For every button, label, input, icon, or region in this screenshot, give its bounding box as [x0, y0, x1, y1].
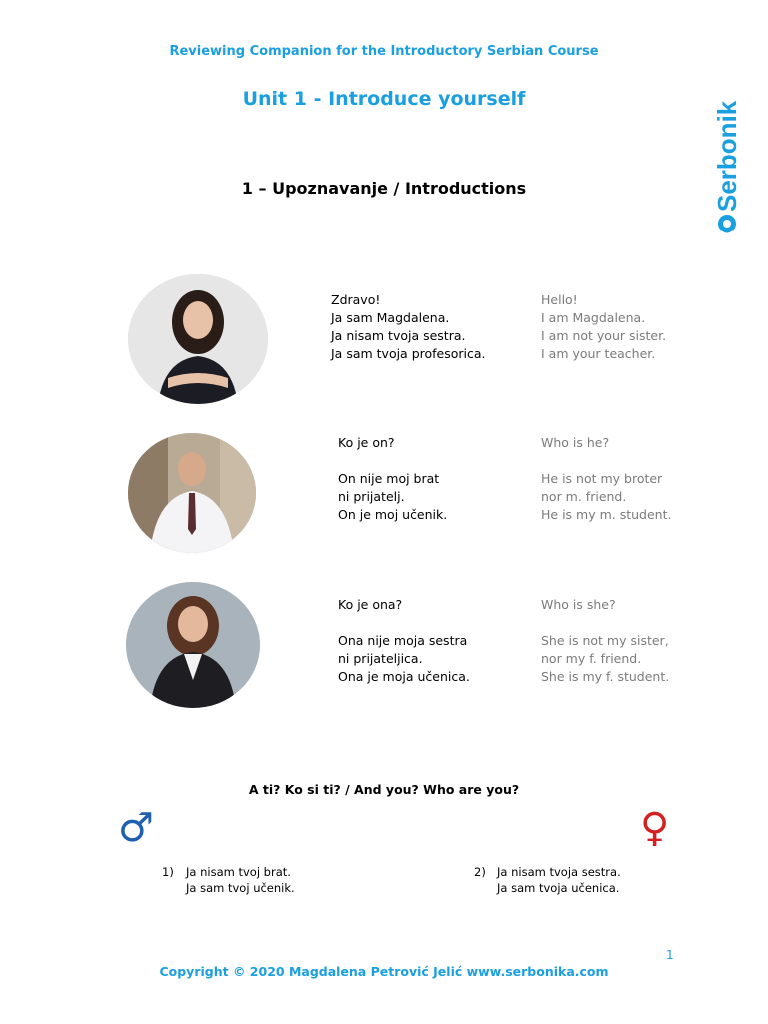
dialogue-line: On nije moj brat	[338, 471, 440, 486]
dialogue-1-serbian	[331, 291, 486, 363]
dialogue-2-serbian	[338, 434, 447, 524]
dialogue-line: ni prijatelj.	[338, 489, 405, 504]
translation-line: He is my m. student.	[541, 507, 672, 522]
translation-line: I am not your sister.	[541, 328, 667, 343]
prompt-question: A ti? Ko si ti? / And you? Who are you?	[248, 782, 520, 797]
dialogue-line: Ja sam tvoja profesorica.	[331, 346, 486, 361]
answer-2-number: 2)	[474, 865, 486, 879]
dialogue-line: Zdravo!	[331, 292, 381, 307]
translation-line: nor my f. friend.	[541, 651, 642, 666]
answer-1	[186, 864, 295, 896]
teacher-photo	[128, 274, 268, 404]
translation-line	[541, 452, 671, 470]
translation-line: She is my f. student.	[541, 669, 670, 684]
answer-1-number: 1)	[162, 865, 174, 879]
answer-line: Ja nisam tvoj brat.	[186, 865, 291, 879]
translation-line: I am your teacher.	[541, 346, 656, 361]
logo-text: Serbonika	[712, 100, 742, 212]
serbonika-logo	[712, 100, 746, 240]
dialogue-3-serbian	[338, 596, 470, 686]
answer-line: Ja sam tvoja učenica.	[497, 881, 620, 895]
dialogue-line: Ona je moja učenica.	[338, 669, 470, 684]
answer-line: Ja nisam tvoja sestra.	[497, 865, 621, 879]
male-student-photo	[128, 433, 256, 553]
dialogue-2-english	[541, 434, 671, 524]
unit-title: Unit 1 - Introduce yourself	[242, 88, 526, 110]
page-number: 1	[666, 948, 674, 962]
course-title: Reviewing Companion for the Introductory Serbian Course	[169, 44, 599, 59]
translation-line: Who is she?	[541, 597, 616, 612]
translation-line: He is not my broter	[541, 471, 663, 486]
dialogue-line: Ko je ona?	[338, 597, 403, 612]
dialogue-line: ni prijateljica.	[338, 651, 423, 666]
dialogue-line	[338, 452, 447, 470]
translation-line: Hello!	[541, 292, 578, 307]
dialogue-line: On je moj učenik.	[338, 507, 448, 522]
dialogue-line	[338, 614, 470, 632]
translation-line	[541, 614, 669, 632]
answer-line: Ja sam tvoj učenik.	[186, 881, 295, 895]
dialogue-line: Ko je on?	[338, 435, 395, 450]
dialogue-line: Ja sam Magdalena.	[331, 310, 450, 325]
section-title: 1 – Upoznavanje / Introductions	[241, 179, 527, 198]
translation-line: She is not my sister,	[541, 633, 669, 648]
female-symbol-icon: ♀	[640, 805, 670, 851]
male-symbol-icon: ♂	[118, 805, 154, 851]
answer-2	[497, 864, 621, 896]
translation-line: Who is he?	[541, 435, 610, 450]
translation-line: nor m. friend.	[541, 489, 627, 504]
dialogue-3-english	[541, 596, 669, 686]
dialogue-1-english	[541, 291, 666, 363]
female-student-photo	[126, 582, 260, 708]
copyright-footer: Copyright © 2020 Magdalena Petrović Jelić www.serbonika.com	[159, 964, 609, 979]
dialogue-line: Ja nisam tvoja sestra.	[331, 328, 466, 343]
dialogue-line: Ona nije moja sestra	[338, 633, 468, 648]
translation-line: I am Magdalena.	[541, 310, 646, 325]
